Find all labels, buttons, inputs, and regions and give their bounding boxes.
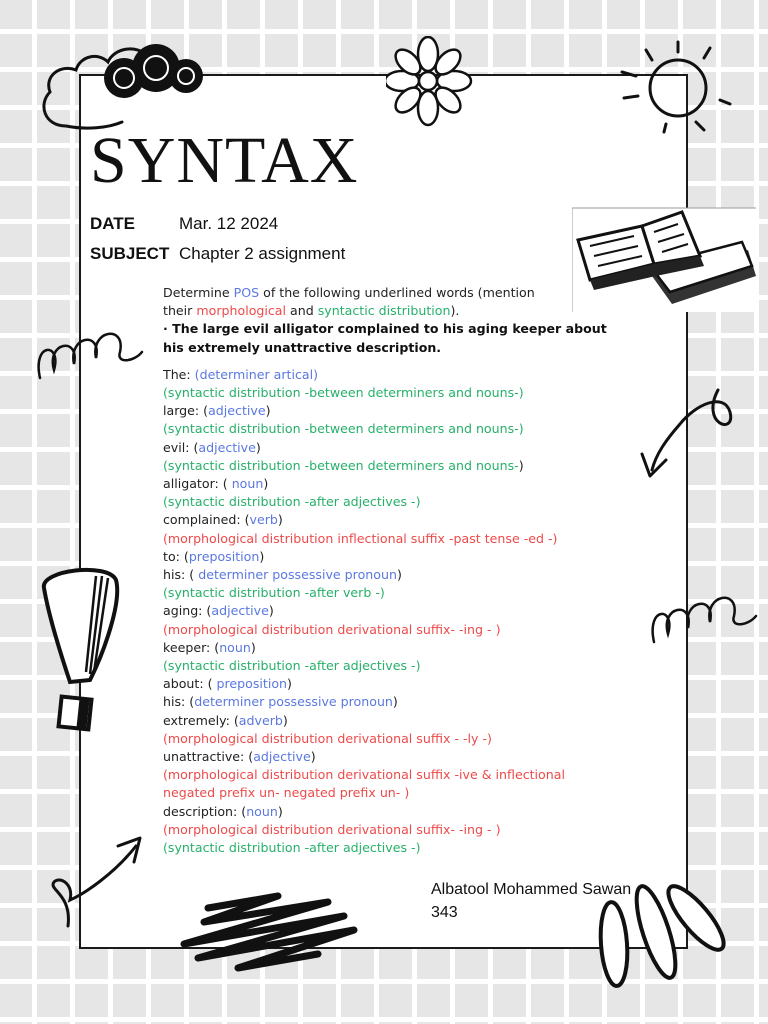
morphological-note — [163, 821, 608, 839]
answer-word-line — [163, 366, 608, 384]
exclamation-doodle-icon — [36, 562, 126, 734]
answer-word: to: ( — [163, 548, 189, 564]
answer-pos: preposition — [188, 548, 260, 564]
answer-word: description: ( — [163, 803, 247, 819]
answer-pos: noun — [219, 639, 251, 655]
answer-pos: adjective — [198, 439, 256, 455]
answer-word-line — [163, 693, 608, 711]
curved-arrow-right-icon — [636, 384, 746, 480]
answer-word: alligator: ( — [163, 476, 232, 492]
answer-word-line — [163, 748, 608, 766]
answer-word: extremely: ( — [163, 712, 239, 728]
syntactic-note — [163, 384, 608, 402]
instruction-pos-keyword: POS — [233, 285, 260, 300]
morphological-note — [163, 730, 608, 748]
answer-list — [163, 366, 608, 857]
answer-close-paren: ) — [263, 476, 269, 492]
answer-word: evil: ( — [163, 439, 199, 455]
note-text: (morphological distribution inflectional suffix -past tense -ed -) — [163, 530, 558, 546]
loop-scribble-right-icon — [648, 576, 760, 648]
answer-word-line — [163, 712, 608, 730]
answer-word: complained: ( — [163, 512, 250, 528]
instruction-line-2 — [163, 302, 608, 320]
note-text: (morphological distribution derivational suffix- -ing - ) — [163, 621, 501, 637]
subject-row — [90, 244, 345, 264]
sun-doodle-icon — [616, 36, 736, 136]
syntactic-note — [163, 584, 608, 602]
note-text: (morphological distribution derivational suffix -ive & inflectional negated prefix un- negated prefix un- ) — [163, 767, 565, 801]
subject-value: Chapter 2 assignment — [179, 244, 346, 263]
instruction-syntactic-keyword: syntactic distribution — [317, 303, 451, 319]
assignment-body — [163, 284, 608, 857]
answer-pos: adjective — [253, 749, 311, 765]
answer-word: about: ( — [163, 676, 217, 692]
author-id: 343 — [431, 904, 458, 921]
answer-pos: verb — [249, 512, 278, 528]
syntactic-note — [163, 457, 608, 475]
answer-word-line — [163, 639, 608, 657]
answer-word: large: ( — [163, 403, 209, 419]
note-text: (morphological distribution derivational suffix- -ing - ) — [163, 821, 501, 837]
author-name: Albatool Mohammed Sawan — [431, 881, 632, 898]
answer-word-line — [163, 511, 608, 529]
date-label: DATE — [90, 214, 136, 233]
author-block — [431, 878, 631, 924]
instruction-text: of the following underlined words (mention — [259, 285, 535, 300]
answer-word: unattractive: ( — [163, 749, 254, 765]
page-title: SYNTAX — [90, 124, 359, 197]
answer-close-paren: ) — [277, 803, 283, 819]
answer-word-line — [163, 402, 608, 420]
subject-label: SUBJECT — [90, 244, 170, 263]
answer-close-paren: ) — [310, 749, 316, 765]
answer-close-paren: ) — [287, 676, 292, 692]
instruction-text: ). — [450, 303, 460, 319]
answer-pos: noun — [246, 803, 278, 819]
answer-word: his: ( — [163, 694, 195, 710]
note-text: (morphological distribution derivational suffix - -ly -) — [163, 730, 492, 746]
answer-close-paren: ) — [265, 403, 271, 419]
instruction-text: Determine — [163, 285, 234, 300]
syntactic-note — [163, 493, 608, 511]
note-text: (syntactic distribution -after adjectives -) — [163, 494, 421, 510]
answer-word: his: ( — [163, 567, 199, 583]
answer-close-paren: ) — [250, 639, 256, 655]
answer-word-line — [163, 475, 608, 493]
answer-pos: (determiner artical) — [194, 366, 319, 382]
instruction-morphological-keyword: morphological — [196, 303, 287, 319]
scribble-icon — [178, 888, 360, 978]
note-text: (syntactic distribution -after verb -) — [163, 585, 385, 601]
answer-pos: noun — [231, 476, 264, 492]
flower-doodle-icon — [386, 36, 476, 131]
answer-close-paren: ) — [277, 512, 283, 528]
answer-close-paren: ) — [268, 603, 274, 619]
note-text: (syntactic distribution -after adjectives -) — [163, 658, 421, 674]
note-text: (syntactic distribution -between determiners and nouns- — [163, 457, 519, 473]
note-close-paren: ) — [518, 457, 524, 473]
example-sentence: · The large evil alligator complained to his aging keeper about his extremely unattractive description. — [163, 321, 607, 355]
answer-word: keeper: ( — [163, 639, 220, 655]
answer-pos: adjective — [208, 403, 266, 419]
date-row — [90, 214, 278, 234]
curved-arrow-left-icon — [44, 834, 148, 930]
morphological-note — [163, 530, 608, 548]
note-text: (syntactic distribution -after adjectives -) — [163, 840, 421, 856]
answer-word-line — [163, 803, 608, 821]
syntactic-note — [163, 839, 608, 857]
note-text: (syntactic distribution -between determiners and nouns-) — [163, 421, 524, 437]
answer-word-line — [163, 602, 608, 620]
answer-pos: preposition — [216, 676, 288, 692]
answer-word: aging: ( — [163, 603, 212, 619]
cloud-doodle-icon — [36, 36, 206, 136]
answer-close-paren: ) — [396, 567, 402, 583]
answer-close-paren: ) — [282, 712, 288, 728]
morphological-note — [163, 766, 608, 802]
instruction-text: their — [163, 303, 197, 319]
instruction-line-1 — [163, 284, 608, 302]
answer-pos: determiner possessive pronoun — [194, 694, 393, 710]
morphological-note — [163, 621, 608, 639]
answer-close-paren: ) — [392, 694, 398, 710]
answer-pos: adjective — [211, 603, 269, 619]
syntactic-note — [163, 420, 608, 438]
note-text: (syntactic distribution -between determiners and nouns-) — [163, 385, 524, 401]
syntactic-note — [163, 657, 608, 675]
answer-pos: adverb — [238, 712, 283, 728]
answer-close-paren: ) — [259, 548, 265, 564]
answer-word-line — [163, 675, 608, 693]
instruction-text: and — [286, 303, 318, 319]
loop-scribble-left-icon — [34, 312, 146, 384]
answer-word: The: — [163, 366, 195, 382]
answer-word-line — [163, 566, 608, 584]
answer-word-line — [163, 548, 608, 566]
answer-close-paren: ) — [255, 439, 261, 455]
answer-pos: determiner possessive pronoun — [198, 567, 397, 583]
date-value: Mar. 12 2024 — [179, 214, 279, 233]
answer-word-line — [163, 439, 608, 457]
